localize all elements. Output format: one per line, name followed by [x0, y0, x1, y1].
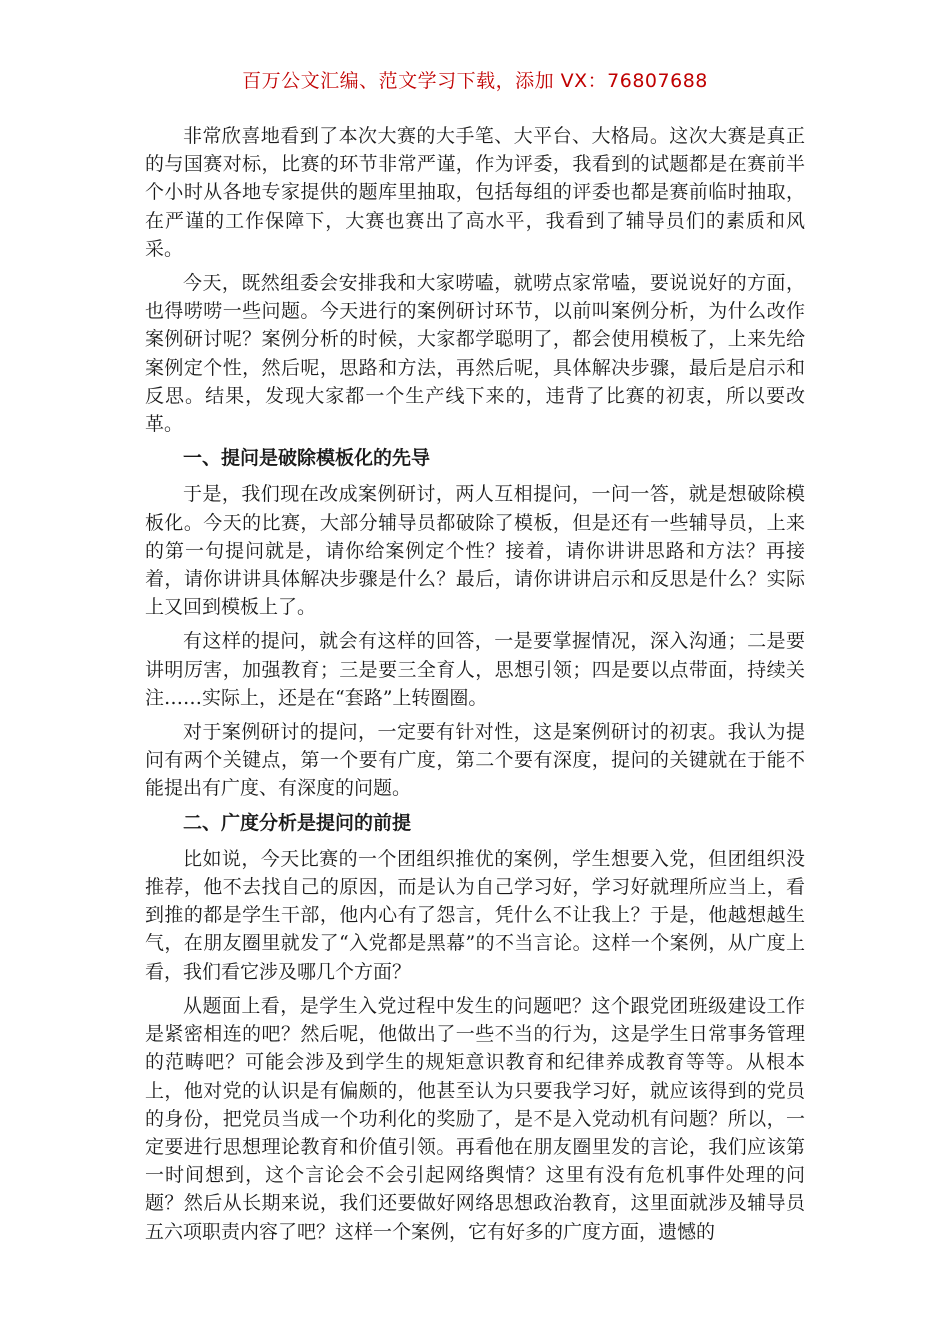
paragraph-5: 对于案例研讨的提问，一定要有针对性，这是案例研讨的初衷。我认为提问有两个关键点，第一个要有广度，第二个要有深度，提问的关键就在于能不能提出有广度、有深度的问题。	[145, 721, 805, 800]
paragraph-1: 非常欣喜地看到了本次大赛的大手笔、大平台、大格局。这次大赛是真正的与国赛对标，比赛的环节非常严谨，作为评委，我看到的试题都是在赛前半个小时从各地专家提供的题库里抽取，包括每组的评委也都是赛前临时抽取，在严谨的工作保障下，大赛也赛出了高水平，我看到了辅导员们的素质和风采。	[145, 125, 805, 260]
paragraph-7: 从题面上看，是学生入党过程中发生的问题吧？这个跟党团班级建设工作是紧密相连的吧？然后呢，他做出了一些不当的行为，这是学生日常事务管理的范畴吧？可能会涉及到学生的规矩意识教育和纪律养成教育等等。从根本上，他对党的认识是有偏颇的，他甚至认为只要我学习好，就应该得到的党员的身份，把党员当成一个功利化的奖励了，是不是入党动机有问题？所以，一定要进行思想理论教育和价值引领。再看他在朋友圈里发的言论，我们应该第一时间想到，这个言论会不会引起网络舆情？这里有没有危机事件处理的问题？然后从长期来说，我们还要做好网络思想政治教育，这里面就涉及辅导员五六项职责内容了吧？这样一个案例，它有好多的广度方面，遗憾的	[145, 994, 805, 1243]
section-heading-2: 二、广度分析是提问的前提	[183, 811, 412, 834]
paragraph-6: 比如说，今天比赛的一个团组织推优的案例，学生想要入党，但团组织没推荐，他不去找自己的原因，而是认为自己学习好，学习好就理所应当上，看到推的都是学生干部，他内心有了怨言，凭什么不让我上？于是，他越想越生气，在朋友圈里就发了“入党都是黑幕”的不当言论。这样一个案例，从广度上看，我们看它涉及哪几个方面？	[145, 847, 805, 983]
paragraph-2: 今天，既然组委会安排我和大家唠嗑，就唠点家常嗑，要说说好的方面，也得唠唠一些问题。今天进行的案例研讨环节，以前叫案例分析，为什么改作案例研讨呢？案例分析的时候，大家都学聪明了，都会使用模板了，上来先给案例定个性，然后呢，思路和方法，再然后呢，具体解决步骤，最后是启示和反思。结果，发现大家都一个生产线下来的，违背了比赛的初衷，所以要改革。	[145, 272, 805, 436]
section-heading-1: 一、提问是破除模板化的先导	[183, 447, 431, 470]
header-banner: 百万公文汇编、范文学习下载，添加 VX：76807688	[242, 70, 708, 92]
document-body	[145, 122, 805, 1252]
paragraph-3: 于是，我们现在改成案例研讨，两人互相提问，一问一答，就是想破除模板化。今天的比赛，大部分辅导员都破除了模板，但是还有一些辅导员，上来的第一句提问就是，请你给案例定个性？接着，请你讲讲思路和方法？再接着，请你讲讲具体解决步骤是什么？最后，请你讲讲启示和反思是什么？实际上又回到模板上了。	[145, 483, 805, 619]
paragraph-4: 有这样的提问，就会有这样的回答，一是要掌握情况，深入沟通；二是要讲明厉害，加强教育；三是要三全育人，思想引领；四是要以点带面，持续关注……实际上，还是在“套路”上转圈圈。	[145, 630, 805, 709]
